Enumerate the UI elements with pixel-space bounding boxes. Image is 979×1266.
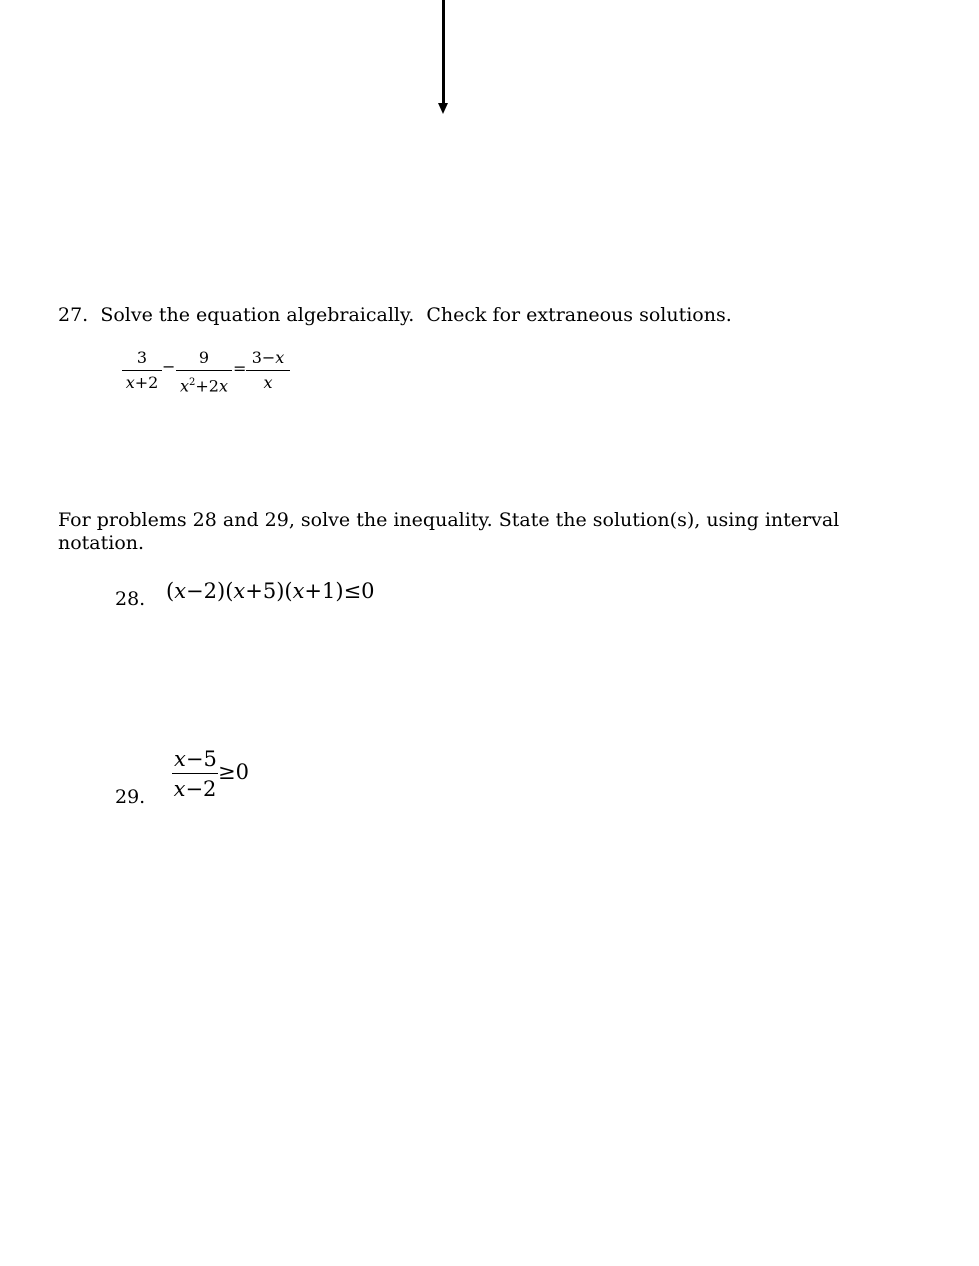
fraction-3-numerator: 3−x	[246, 348, 290, 371]
problem-29-expression	[172, 746, 262, 806]
minus-sign: −	[162, 357, 176, 376]
fraction-1-denominator: x+2	[125, 373, 159, 392]
fraction-2-denominator: $x^2+2x$	[179, 376, 229, 396]
problem-27-heading	[58, 304, 732, 327]
problem-27-number: 27.	[58, 304, 89, 326]
problem-27-instruction: Solve the equation algebraically. Check for extraneous solutions.	[100, 304, 732, 326]
problem-29-number: 29.	[115, 786, 146, 808]
problem-29-fraction	[172, 746, 218, 802]
problem-28-number: 28.	[115, 588, 146, 610]
arrow-shaft	[442, 0, 445, 104]
problem-28-expression: (x−2)(x+5)(x+1)≤0	[166, 579, 375, 603]
inequality-instructions: For problems 28 and 29, solve the inequality. State the solution(s), using interval notation.	[58, 509, 840, 554]
fraction-3-denominator: x	[263, 373, 273, 392]
problem-27-equation	[122, 348, 302, 400]
problem-29-numerator: x−5	[172, 746, 218, 774]
fraction-1-numerator: 3	[122, 348, 162, 371]
fraction-3	[246, 348, 290, 393]
arrow-head	[438, 103, 448, 114]
fraction-2-numerator: 9	[176, 348, 232, 371]
problem-29-denominator: x−2	[173, 777, 217, 801]
problem-29-relation: ≥0	[218, 760, 249, 784]
fraction-1	[122, 348, 162, 393]
equals-sign: =	[233, 359, 247, 378]
fraction-2	[176, 348, 232, 396]
